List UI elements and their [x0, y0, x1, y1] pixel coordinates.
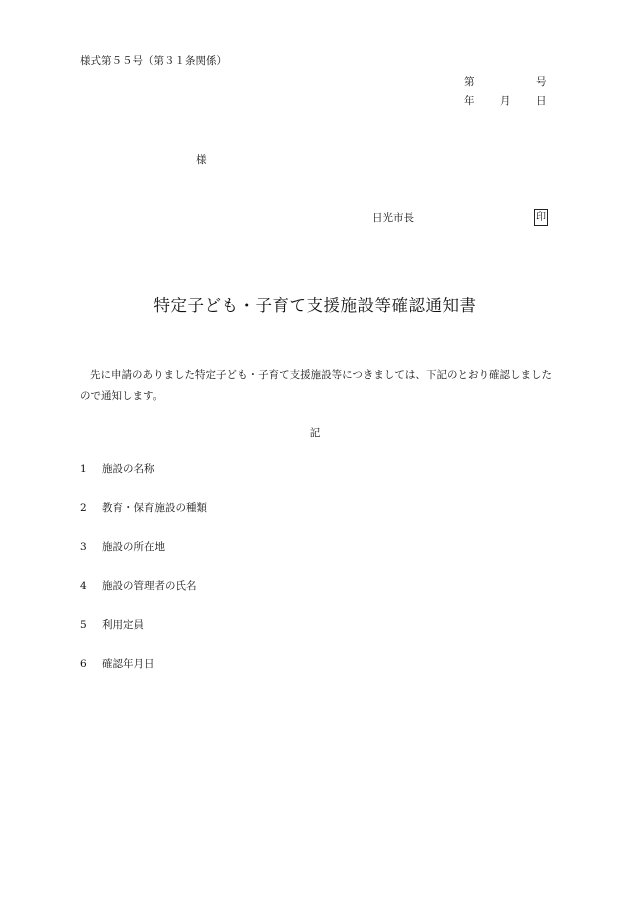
date-year-label: 年 — [464, 95, 475, 107]
item-label: 教育・保育施設の種類 — [102, 502, 207, 514]
item-list — [80, 464, 207, 698]
addressee-honorific: 様 — [196, 154, 207, 166]
item-number: 6 — [80, 658, 87, 670]
item-number: 3 — [80, 541, 87, 553]
notice-body: 先に申請のありました特定子ども・子育て支援施設等につきましては、下記のとおり確認しましたので通知します。 — [80, 369, 552, 402]
form-number: 様式第５５号（第３１条関係） — [80, 55, 227, 67]
issuer-name: 日光市長 — [372, 212, 414, 224]
item-label: 施設の名称 — [102, 463, 155, 475]
date-day-label: 日 — [536, 95, 547, 107]
list-item — [80, 542, 207, 581]
item-number: 4 — [80, 580, 87, 592]
item-label: 施設の所在地 — [102, 541, 165, 553]
seal-mark: 印 — [534, 209, 548, 226]
item-number: 2 — [80, 502, 87, 514]
list-item — [80, 581, 207, 620]
list-item — [80, 464, 207, 503]
item-number: 1 — [80, 463, 87, 475]
date-month-label: 月 — [500, 95, 511, 107]
document-title: 特定子ども・子育て支援施設等確認通知書 — [153, 296, 477, 315]
document-number-prefix: 第 — [464, 76, 475, 88]
document-number-suffix: 号 — [536, 76, 547, 88]
list-item — [80, 659, 207, 698]
item-label: 施設の管理者の氏名 — [102, 580, 197, 592]
list-item — [80, 503, 207, 542]
item-label: 確認年月日 — [102, 658, 155, 670]
item-label: 利用定員 — [102, 619, 144, 631]
ki-heading: 記 — [309, 427, 321, 439]
item-number: 5 — [80, 619, 87, 631]
list-item — [80, 620, 207, 659]
